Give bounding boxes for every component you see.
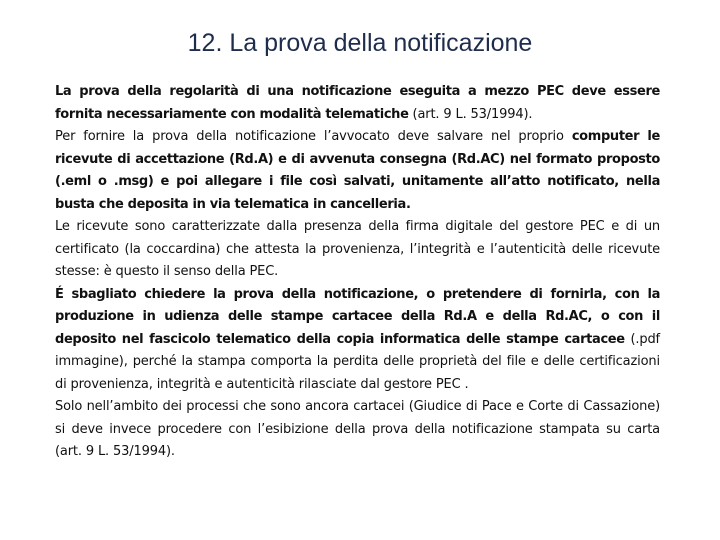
slide-body bbox=[55, 81, 660, 464]
paragraph-4-bold: É sbagliato chiedere la prova della notificazione, o pretendere di fornirla, con la produzione in udienza delle stampe cartacee della Rd.A e della Rd.AC, o con il deposito nel fascicolo telematico della copia informatica delle stampe cartacee bbox=[55, 286, 660, 347]
paragraph-5: Solo nell’ambito dei processi che sono ancora cartacei (Giudice di Pace e Corte di Cassazione) si deve invece procedere con l’esibizione della prova della notificazione stampata su carta (art. 9 L. 53/1994). bbox=[55, 399, 660, 459]
slide-title: 12. La prova della notificazione bbox=[187, 29, 533, 57]
paragraph-4-regular: (.pdf immagine), perché la stampa comporta la perdita delle proprietà del file e delle certificazioni di provenienza, integrità e autenticità rilasciate dal gestore PEC . bbox=[55, 331, 660, 392]
paragraph-2-bold: computer le ricevute di accettazione (Rd.A) e di avvenuta consegna (Rd.AC) nel formato proposto (.eml o .msg) e poi allegare i file così salvati, unitamente all’atto notificato, nella busta che deposita in via telematica in cancelleria. bbox=[55, 129, 660, 212]
paragraph-4 bbox=[55, 284, 660, 397]
paragraph-1-bold: La prova della regolarità di una notificazione eseguita a mezzo PEC deve essere fornita necessariamente con modalità telematiche bbox=[55, 84, 660, 122]
paragraph-2 bbox=[55, 126, 660, 216]
paragraph-2-regular: Per fornire la prova della notificazione l’avvocato deve salvare nel proprio bbox=[55, 129, 572, 144]
paragraph-3: Le ricevute sono caratterizzate dalla presenza della firma digitale del gestore PEC e di un certificato (la coccardina) che attesta la provenienza, l’integrità e l’autenticità delle ricevute stesse: è questo il senso della PEC. bbox=[55, 219, 660, 279]
paragraph-1 bbox=[55, 81, 660, 126]
paragraph-1-regular: (art. 9 L. 53/1994). bbox=[408, 106, 533, 122]
